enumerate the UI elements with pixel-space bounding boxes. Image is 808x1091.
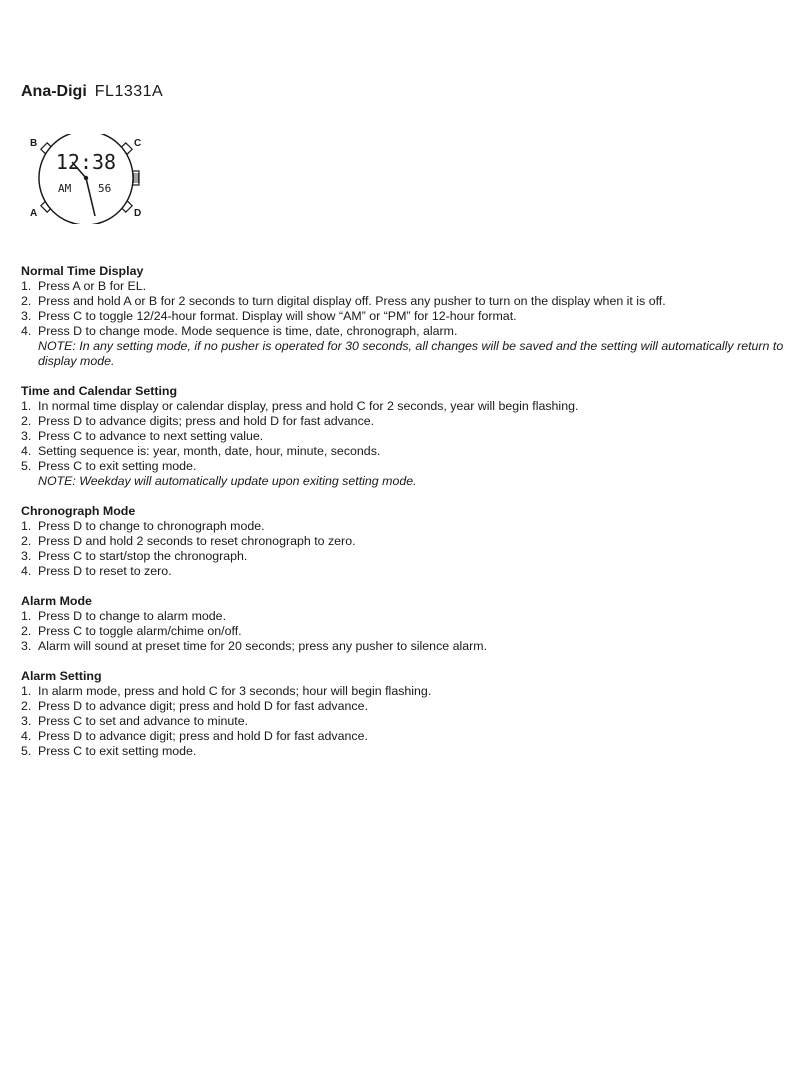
step	[21, 609, 793, 624]
watch-diagram	[28, 134, 148, 224]
step	[21, 684, 793, 699]
label-b: B	[30, 138, 38, 149]
step-text: Press C to exit setting mode.	[38, 744, 197, 758]
step-number: 3.	[21, 549, 32, 563]
step-text: Press D to change mode. Mode sequence is time, date, chronograph, alarm.	[38, 324, 458, 338]
step	[21, 324, 793, 339]
step-number: 3.	[21, 714, 32, 728]
section-alarm-setting	[21, 669, 793, 759]
step	[21, 444, 793, 459]
step	[21, 279, 793, 294]
step-text: In alarm mode, press and hold C for 3 seconds; hour will begin flashing.	[38, 684, 432, 698]
page-title	[21, 82, 163, 102]
step-text: Press D to advance digit; press and hold D for fast advance.	[38, 699, 368, 713]
watch-illustration	[28, 134, 148, 224]
step-text: Press C to toggle alarm/chime on/off.	[38, 624, 242, 638]
section-title: Time and Calendar Setting	[21, 384, 178, 398]
steps-list	[21, 519, 793, 579]
step-text: Setting sequence is: year, month, date, hour, minute, seconds.	[38, 444, 381, 458]
step-number: 4.	[21, 729, 32, 743]
model-number: FL1331A	[94, 83, 164, 100]
section-title: Alarm Setting	[21, 669, 102, 683]
step-text: Press D and hold 2 seconds to reset chronograph to zero.	[38, 534, 356, 548]
step-number: 1.	[21, 609, 32, 623]
step	[21, 429, 793, 444]
step-text: Alarm will sound at preset time for 20 seconds; press any pusher to silence alarm.	[38, 639, 488, 653]
section-alarm-mode	[21, 594, 793, 654]
step-text: Press D to advance digit; press and hold D for fast advance.	[38, 729, 368, 743]
step-number: 5.	[21, 459, 32, 473]
section-title: Alarm Mode	[21, 594, 92, 608]
step-number: 3.	[21, 309, 32, 323]
step-number: 2.	[21, 624, 32, 638]
step-number: 2.	[21, 699, 32, 713]
step-text: Press C to start/stop the chronograph.	[38, 549, 248, 563]
instructions	[21, 264, 793, 774]
steps-list	[21, 684, 793, 759]
step	[21, 639, 793, 654]
note: NOTE: In any setting mode, if no pusher is operated for 30 seconds, all changes will be saved and the setting will automatically return to display mode.	[38, 339, 784, 368]
section-chronograph-mode	[21, 504, 793, 579]
label-a: A	[30, 208, 38, 219]
am-pm-indicator: AM	[58, 182, 72, 195]
step-text: Press and hold A or B for 2 seconds to turn digital display off. Press any pusher to turn on the display when it is off.	[38, 294, 666, 308]
step-number: 4.	[21, 324, 32, 338]
step	[21, 549, 793, 564]
step	[21, 519, 793, 534]
step-number: 2.	[21, 414, 32, 428]
step	[21, 729, 793, 744]
step-number: 1.	[21, 399, 32, 413]
step-number: 3.	[21, 639, 32, 653]
step	[21, 414, 793, 429]
step	[21, 294, 793, 309]
section-time-calendar-setting	[21, 384, 793, 489]
step-text: Press D to change to alarm mode.	[38, 609, 227, 623]
step-number: 1.	[21, 279, 32, 293]
step-text: Press D to reset to zero.	[38, 564, 172, 578]
seconds-display: 56	[98, 182, 112, 195]
steps-list	[21, 279, 793, 339]
hand-pivot	[84, 176, 88, 180]
step-number: 1.	[21, 684, 32, 698]
step	[21, 699, 793, 714]
step-text: Press C to exit setting mode.	[38, 459, 197, 473]
step	[21, 459, 793, 474]
step	[21, 624, 793, 639]
label-d: D	[134, 208, 142, 219]
step-text: Press D to change to chronograph mode.	[38, 519, 265, 533]
step-number: 3.	[21, 429, 32, 443]
step-text: Press C to set and advance to minute.	[38, 714, 249, 728]
step-number: 5.	[21, 744, 32, 758]
step-number: 1.	[21, 519, 32, 533]
step-number: 4.	[21, 564, 32, 578]
step	[21, 564, 793, 579]
step	[21, 714, 793, 729]
step-text: Press C to advance to next setting value.	[38, 429, 264, 443]
note: NOTE: Weekday will automatically update upon exiting setting mode.	[38, 474, 417, 488]
step-number: 2.	[21, 534, 32, 548]
section-title: Normal Time Display	[21, 264, 144, 278]
step-text: Press C to toggle 12/24-hour format. Display will show “AM” or “PM” for 12-hour format.	[38, 309, 517, 323]
step-text: Press D to advance digits; press and hold D for fast advance.	[38, 414, 375, 428]
steps-list	[21, 609, 793, 654]
step-text: In normal time display or calendar display, press and hold C for 2 seconds, year will begin flashing.	[38, 399, 579, 413]
step	[21, 309, 793, 324]
digital-time: 12:38	[55, 150, 117, 174]
section-normal-time-display	[21, 264, 793, 369]
step-number: 4.	[21, 444, 32, 458]
label-c: C	[134, 138, 142, 149]
step-text: Press A or B for EL.	[38, 279, 147, 293]
step	[21, 744, 793, 759]
step	[21, 534, 793, 549]
step-number: 2.	[21, 294, 32, 308]
steps-list	[21, 399, 793, 474]
step	[21, 399, 793, 414]
product-line-title: Ana-Digi	[21, 83, 87, 100]
section-title: Chronograph Mode	[21, 504, 136, 518]
